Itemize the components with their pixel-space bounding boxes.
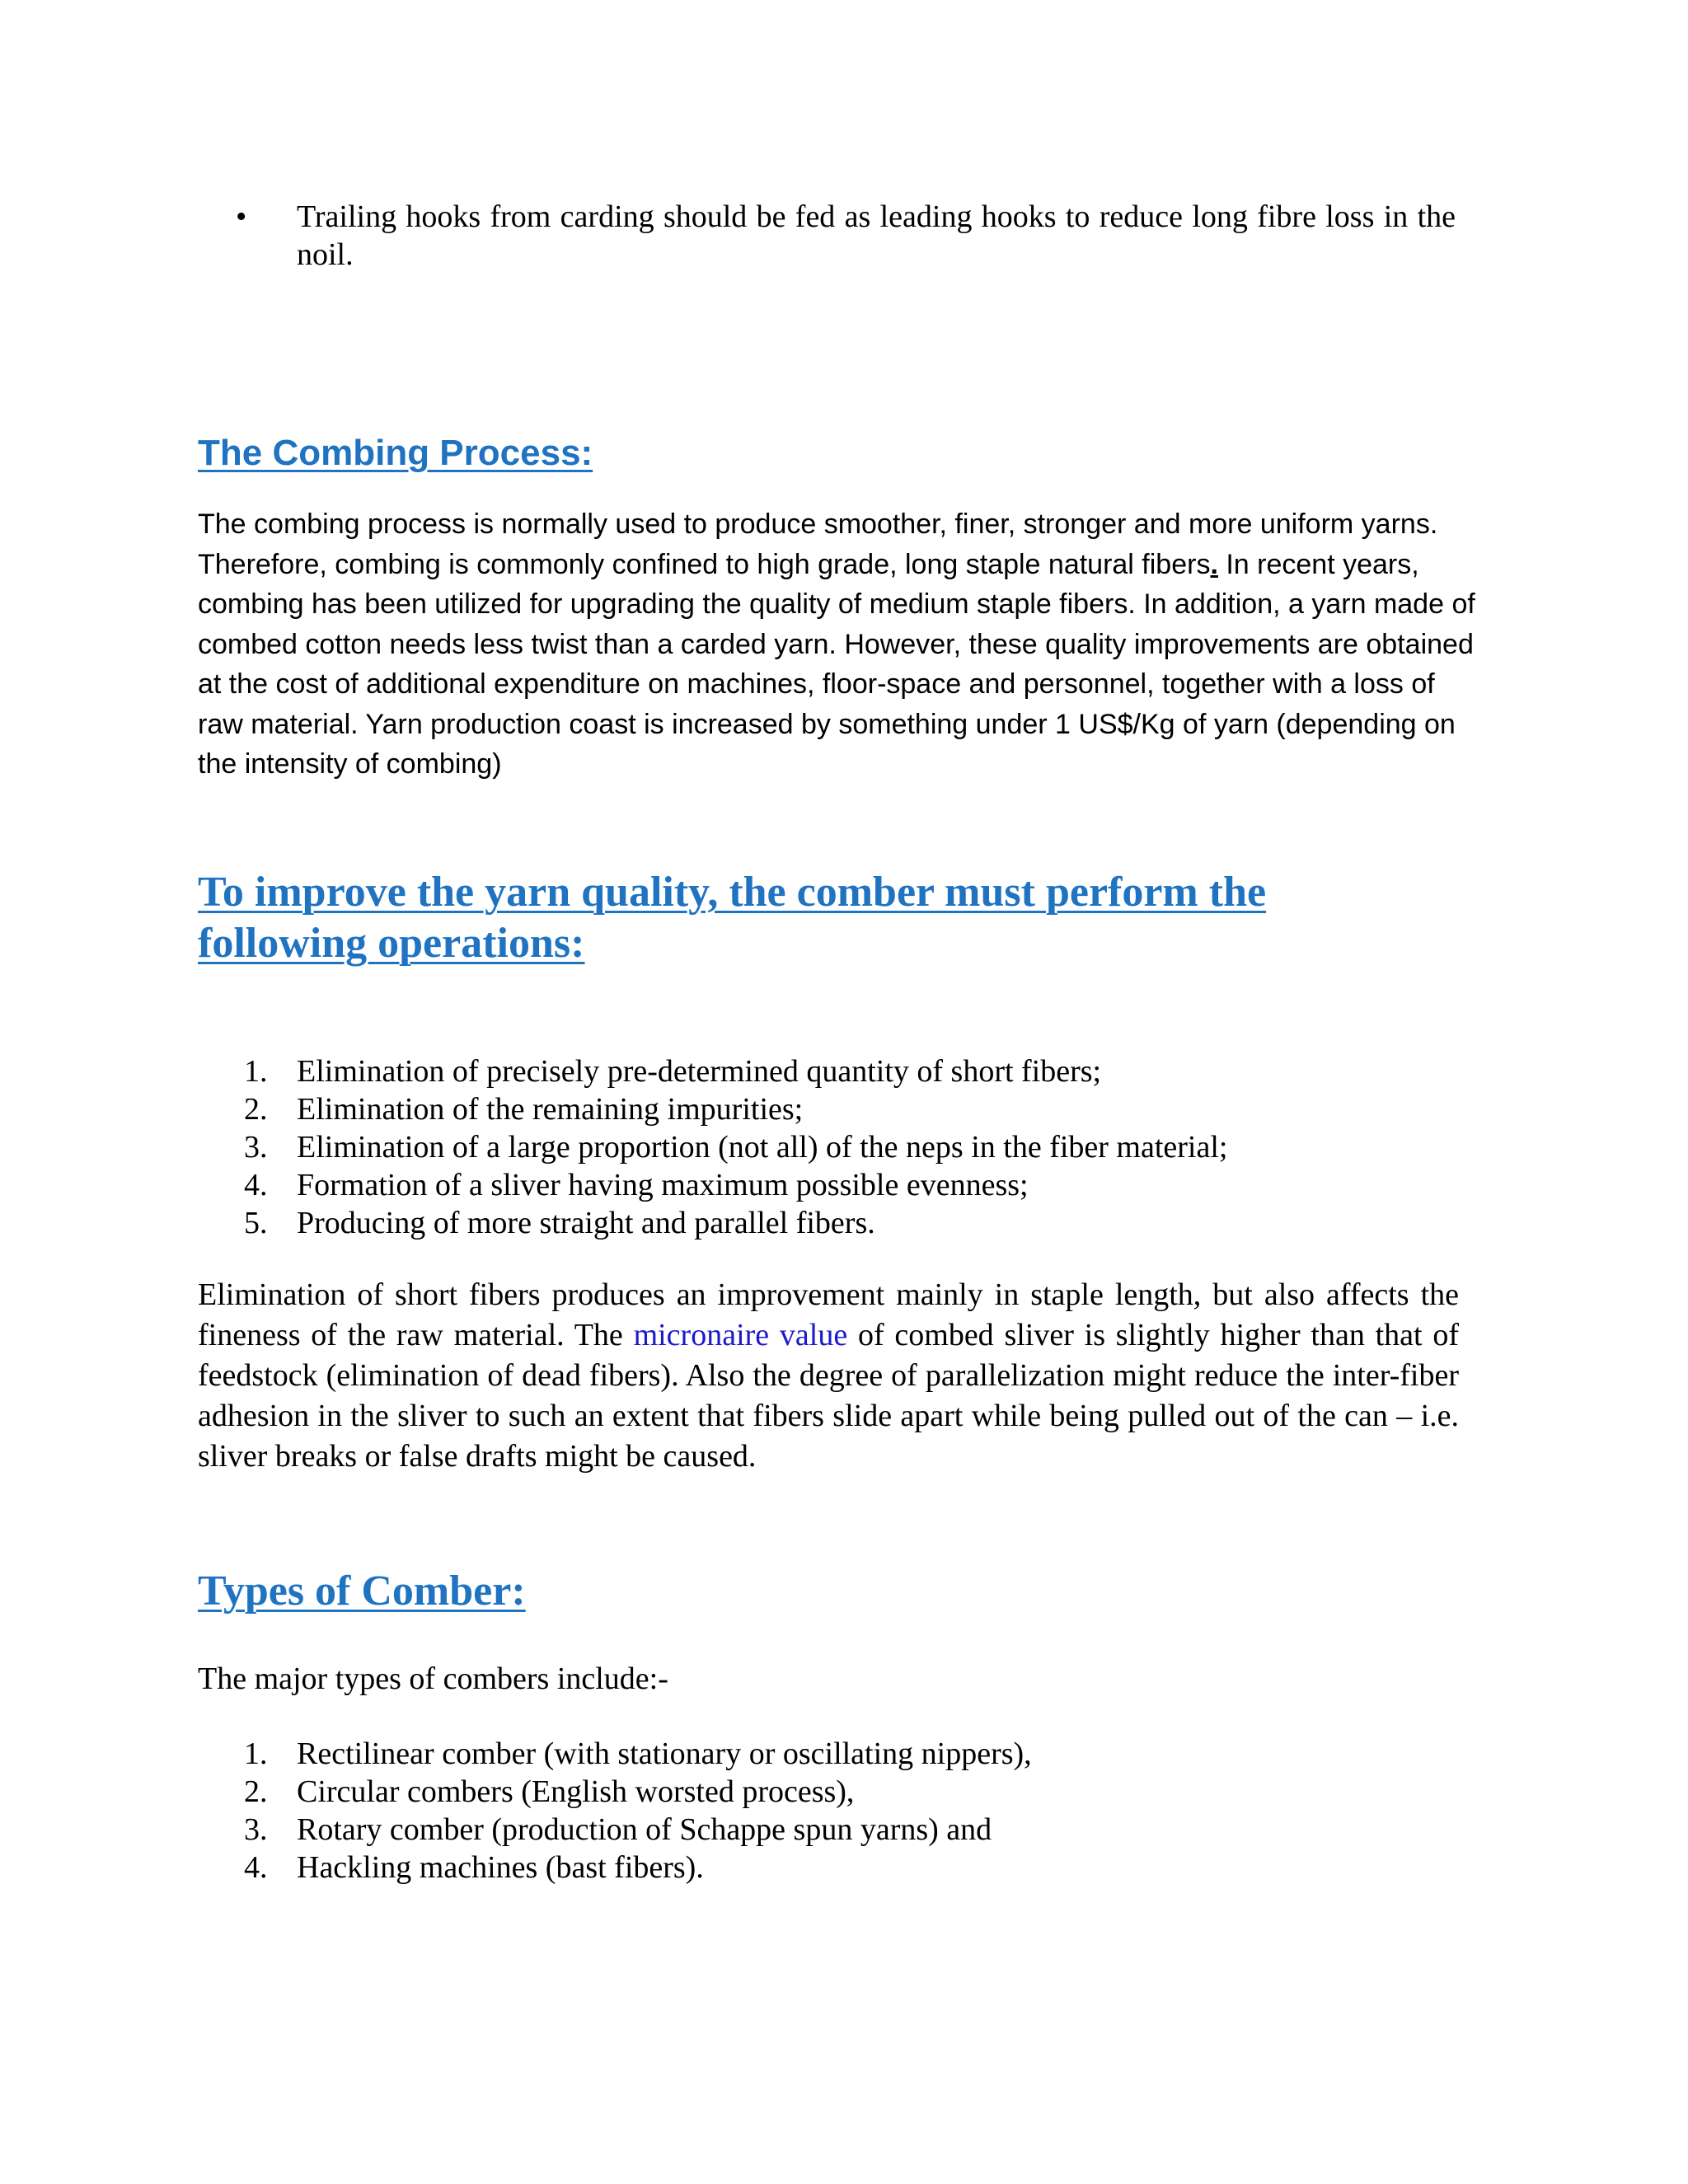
list-item: [236, 1052, 1472, 1090]
list-number: 2.: [244, 1774, 268, 1809]
list-item: [236, 1735, 1472, 1773]
list-item: [236, 1166, 1472, 1204]
list-number: 1.: [244, 1054, 268, 1089]
heading-comber-operations: To improve the yarn quality, the comber must perform the following operations:: [198, 869, 1267, 967]
bullet-text: Trailing hooks from carding should be fed as leading hooks to reduce long fibre loss in the noil.: [297, 199, 1456, 272]
heading-types-of-comber: Types of Comber:: [198, 1568, 526, 1615]
list-item-text: Elimination of precisely pre-determined quantity of short fibers;: [297, 1054, 1102, 1089]
paragraph-types-intro: The major types of combers include:-: [198, 1661, 668, 1696]
paragraph-combing-process: [198, 504, 1484, 785]
list-number: 1.: [244, 1736, 268, 1771]
operations-list: [236, 1052, 1472, 1242]
list-item-text: Rotary comber (production of Schappe spun yarns) and: [297, 1812, 992, 1847]
paragraph-combing-part1: The combing process is normally used to produce smoother, finer, stronger and more uniform yarns. Therefore, combing is commonly confined to high grade, long staple natural fibers: [198, 509, 1438, 580]
list-number: 5.: [244, 1206, 268, 1240]
list-item: [236, 1090, 1472, 1128]
bullet-symbol: •: [236, 199, 247, 234]
paragraph-combing-part2: In recent years, combing has been utilized for upgrading the quality of medium staple fibers. In addition, a yarn made of combed cotton needs less twist than a carded yarn. However, these quality improvements are obtained at the cost of additional expenditure on machines, floor-space and personnel, together with a loss of raw material. Yarn production coast is increased by something under 1 US$/Kg of yarn (depending on the intensity of combing): [198, 548, 1475, 780]
list-item-text: Circular combers (English worsted process),: [297, 1774, 855, 1809]
bullet-item: [236, 198, 1456, 274]
list-item-text: Hackling machines (bast fibers).: [297, 1850, 704, 1885]
heading-combing-process: The Combing Process:: [198, 433, 593, 473]
list-number: 4.: [244, 1168, 268, 1202]
paragraph-elimination-part2: of combed sliver is slightly higher than that of feedstock (elimination of dead fibers). Also the degree of parallelization might reduce the inter-fiber adhesion in the sliver to such an extent that fibers slide apart while being pulled out of the can – i.e. sliver breaks or false drafts might be caused.: [198, 1318, 1459, 1474]
paragraph-combing-period: .: [1210, 548, 1218, 580]
list-number: 3.: [244, 1812, 268, 1847]
micronaire-value-link[interactable]: micronaire value: [633, 1318, 848, 1352]
list-item: [236, 1811, 1472, 1849]
list-item: [236, 1204, 1472, 1242]
list-item: [236, 1128, 1472, 1166]
comber-types-list: [236, 1735, 1472, 1886]
list-item-text: Elimination of the remaining impurities;: [297, 1092, 804, 1127]
paragraph-elimination-part1: Elimination of short fibers produces an improvement mainly in staple length, but also affects the fineness of the raw material. The: [198, 1277, 1459, 1352]
list-item: [236, 1849, 1472, 1886]
list-number: 2.: [244, 1092, 268, 1127]
list-number: 3.: [244, 1130, 268, 1165]
paragraph-elimination: [198, 1275, 1459, 1477]
list-item-text: Formation of a sliver having maximum possible evenness;: [297, 1168, 1029, 1202]
list-item: [236, 1773, 1472, 1811]
list-item-text: Producing of more straight and parallel fibers.: [297, 1206, 875, 1240]
list-item-text: Rectilinear comber (with stationary or oscillating nippers),: [297, 1736, 1032, 1771]
list-number: 4.: [244, 1850, 268, 1885]
list-item-text: Elimination of a large proportion (not all) of the neps in the fiber material;: [297, 1130, 1228, 1165]
